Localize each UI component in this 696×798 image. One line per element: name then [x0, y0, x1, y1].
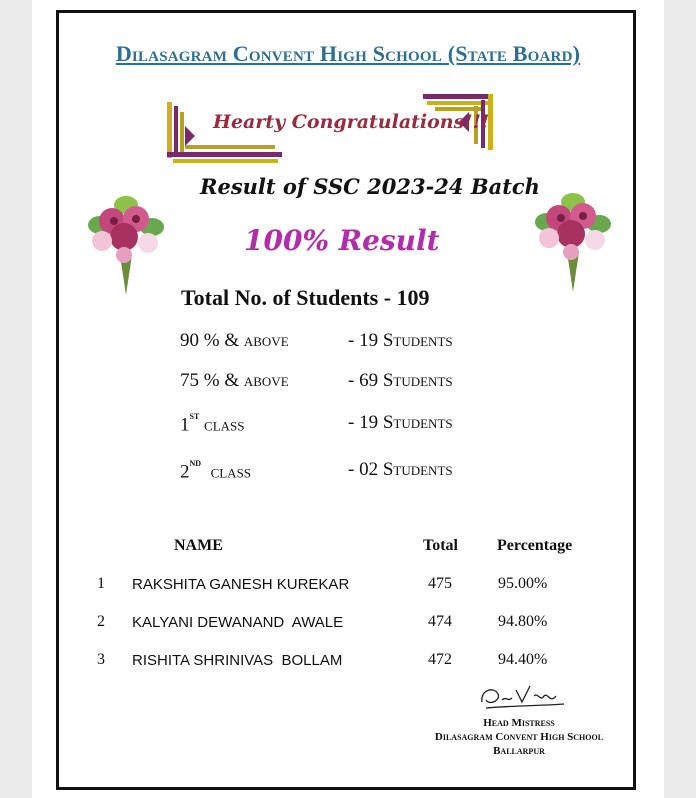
table-header-percentage: Percentage: [497, 537, 573, 554]
stat-label-75-above: 75 % & above: [180, 370, 289, 391]
stat-first-class-number: 1: [180, 414, 190, 436]
row-total: 474: [428, 613, 452, 630]
signature-scribble: [476, 680, 568, 712]
stat-first-class-sup: st: [189, 408, 200, 422]
signature-place: Ballarpur: [493, 745, 545, 757]
result-heading: Result of SSC 2023-24 Batch: [200, 174, 540, 199]
total-students: Total No. of Students - 109: [181, 285, 430, 310]
stat-label-90-above: 90 % & above: [180, 330, 289, 351]
congratulations-banner-text: Hearty Congratulations!!!: [213, 111, 490, 133]
stat-label-second-class: [180, 455, 252, 483]
row-total: 475: [428, 575, 452, 592]
row-percentage: 95.00%: [498, 575, 548, 592]
signature-title: Head Mistress: [483, 717, 555, 729]
table-header-name: NAME: [174, 537, 223, 554]
stat-value-second-class: - 02 Students: [348, 459, 453, 480]
school-title: Dilasagram Convent High School (State Board): [115, 41, 581, 66]
row-percentage: 94.40%: [498, 651, 548, 668]
row-rank: 3: [97, 651, 105, 668]
stat-label-first-class: [180, 408, 245, 436]
row-percentage: 94.80%: [498, 613, 548, 630]
table-header-total: Total: [423, 537, 458, 554]
row-rank: 1: [97, 575, 105, 592]
row-rank: 2: [97, 613, 105, 630]
stat-value-90-above: - 19 Students: [348, 330, 453, 351]
stat-second-class-sup: nd: [189, 455, 202, 469]
stat-second-class-text: class: [201, 461, 252, 483]
stat-first-class-text: class: [199, 414, 245, 436]
result-percentage: 100% Result: [244, 224, 440, 257]
row-name: RISHITA SHRINIVAS BOLLAM: [132, 652, 343, 669]
stat-second-class-number: 2: [180, 461, 190, 483]
row-total: 472: [428, 651, 452, 668]
stat-value-75-above: - 69 Students: [348, 370, 453, 391]
signature-school: Dilasagram Convent High School: [434, 731, 604, 743]
row-name: KALYANI DEWANAND AWALE: [132, 614, 344, 631]
stat-value-first-class: - 19 Students: [348, 412, 453, 433]
row-name: RAKSHITA GANESH KUREKAR: [132, 576, 350, 593]
flower-bouquet-right-icon: [527, 182, 619, 294]
flower-bouquet-left-icon: [80, 185, 172, 297]
